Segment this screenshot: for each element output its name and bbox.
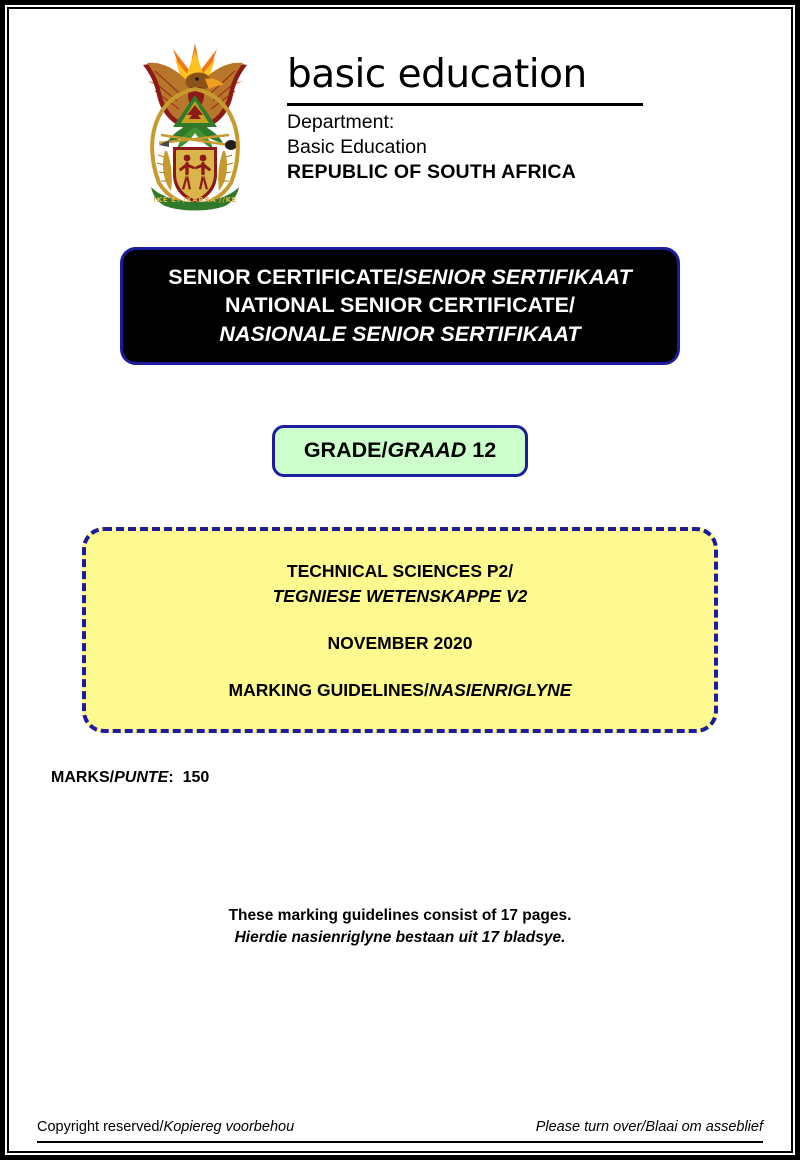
department-name: Basic Education: [287, 135, 427, 158]
wordmark-underline-rule: [287, 103, 643, 106]
turn-over-notice: Please turn over/Blaai om asseblief: [535, 1119, 763, 1135]
marks-value: 150: [182, 768, 210, 786]
marks-label-en: MARKS/: [51, 768, 115, 786]
subject-details-box: [82, 527, 718, 732]
department-label: Department:: [287, 110, 395, 133]
subject-box-spacer-2: [98, 656, 702, 678]
subject-box-spacer-1: [98, 609, 702, 631]
page-count-note: [37, 905, 763, 949]
certificate-line-1: [133, 263, 667, 291]
page-footer: [37, 1119, 763, 1143]
footer-row: [37, 1119, 763, 1141]
page-content: [9, 9, 791, 1151]
certificate-line-3: NASIONALE SENIOR SERTIFIKAAT: [219, 321, 581, 346]
certificate-title-box: [120, 247, 680, 365]
basic-education-wordmark: basic education: [287, 52, 587, 97]
grade-label-en: GRADE/: [303, 438, 388, 463]
south-african-coat-of-arms-icon: [125, 31, 265, 211]
page-border-frame: [7, 7, 793, 1153]
document-type-af: NASIENRIGLYNE: [428, 679, 572, 700]
copyright-notice-af: Kopiereg voorbehou: [163, 1119, 295, 1135]
page-count-note-en: These marking guidelines consist of 17 pages.: [228, 906, 572, 924]
certificate-line-1-en: SENIOR CERTIFICATE/: [168, 265, 404, 289]
copyright-notice-en: Copyright reserved/: [37, 1119, 164, 1135]
certificate-line-2: NATIONAL SENIOR CERTIFICATE/: [225, 293, 575, 318]
marks-separator: :: [168, 768, 174, 786]
subject-name-en: TECHNICAL SCIENCES P2/: [286, 561, 514, 582]
page-count-note-af: Hierdie nasienriglyne bestaan uit 17 bladsye.: [234, 928, 566, 946]
grade-value: 12: [472, 438, 497, 463]
document-type-en: MARKING GUIDELINES/: [228, 679, 429, 700]
letterhead: [37, 9, 763, 211]
department-text-block: [287, 31, 643, 185]
document-type: [98, 678, 702, 703]
grade-label-af: GRAAD: [387, 438, 467, 463]
footer-rule: [37, 1141, 763, 1143]
svg-text:!KE E: /XARRA //KE: !KE E: /XARRA //KE: [153, 196, 237, 204]
exam-session: NOVEMBER 2020: [327, 632, 473, 653]
marks-line: [37, 769, 763, 787]
grade-box: [272, 425, 528, 477]
copyright-notice: [37, 1119, 294, 1135]
country-name: REPUBLIC OF SOUTH AFRICA: [287, 160, 576, 183]
certificate-line-1-af: SENIOR SERTIFIKAAT: [403, 265, 632, 289]
marks-label-af: PUNTE: [114, 768, 169, 786]
subject-name-af: TEGNIESE WETENSKAPPE V2: [272, 585, 528, 606]
grade-text: [283, 438, 517, 463]
